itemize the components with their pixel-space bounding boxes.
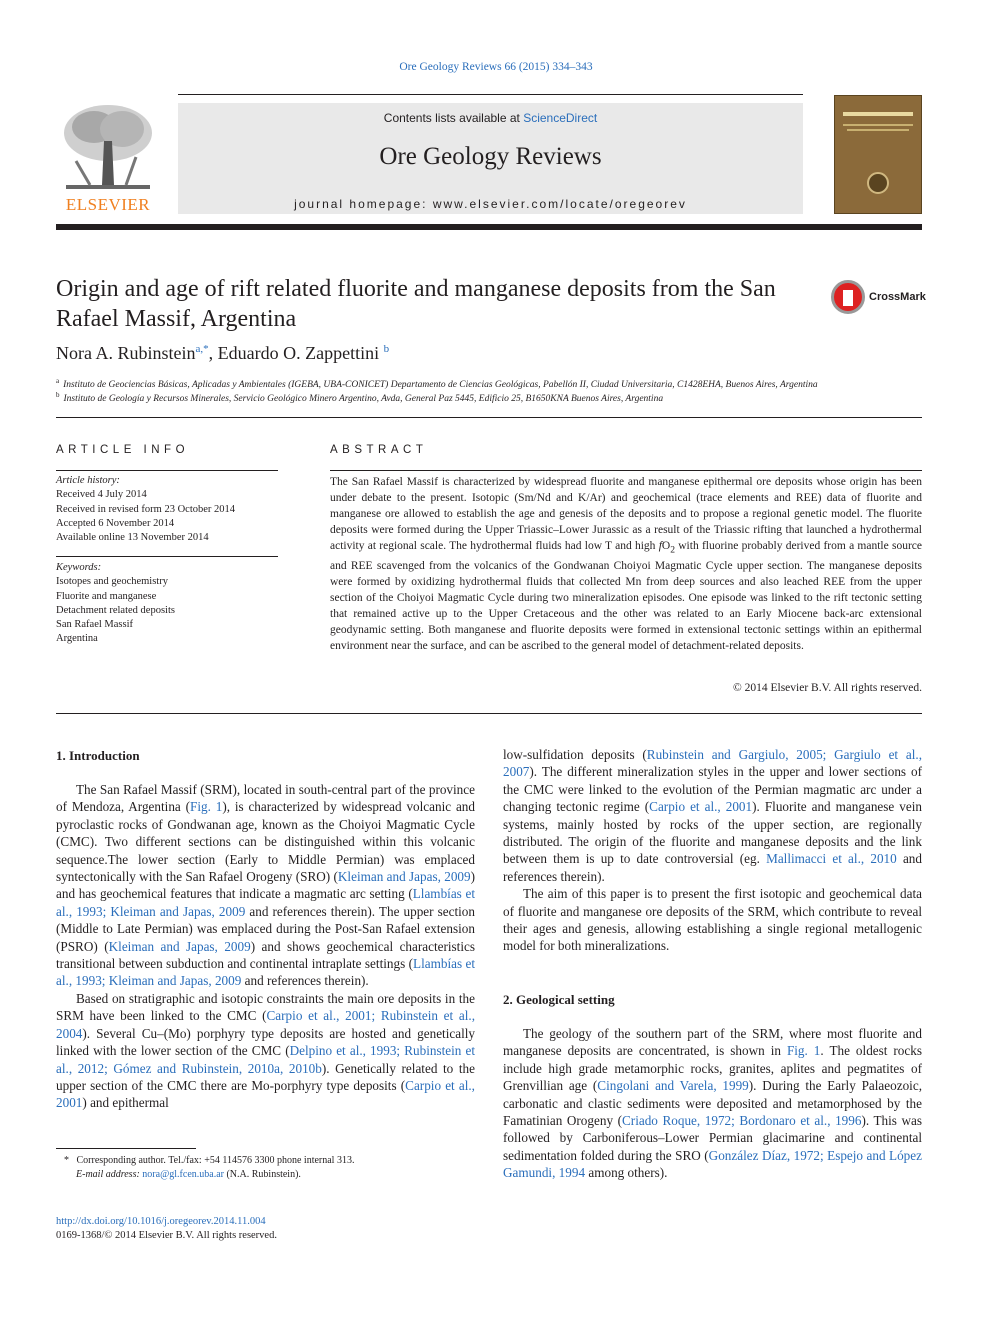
elsevier-wordmark: ELSEVIER xyxy=(65,195,151,214)
abstract-fo2-o: O xyxy=(661,540,671,552)
body-text: and references therein). xyxy=(241,973,369,989)
citation-link[interactable]: Carpio et al., 2001; Rubinstein et al., 2004 xyxy=(56,1008,475,1041)
right-column-bottom xyxy=(503,1025,922,1182)
body-text: . The oldest rocks include high grade metamorphic rocks, granites, aplites and pegmatites of Grenvillian age ( xyxy=(503,1043,922,1094)
cover-subtitle-bar xyxy=(843,124,913,126)
header-top-rule xyxy=(178,94,803,95)
author-affiliation-marker[interactable]: a,* xyxy=(195,343,209,355)
corresponding-author-text: Corresponding author. Tel./fax: +54 114576 3300 phone internal 313. xyxy=(76,1155,355,1166)
body-text: and references therein). The upper section (Middle to Late Permian) was emplaced during the Post-San Rafael extension (PSRO) ( xyxy=(56,903,475,954)
cover-emblem-icon xyxy=(867,172,889,194)
crossmark-icon xyxy=(831,280,865,314)
citation-link[interactable]: Carpio et al., 2001 xyxy=(56,1077,475,1111)
citation-link[interactable]: Fig. 1 xyxy=(786,1043,821,1059)
citation-link[interactable]: Fig. 1 xyxy=(190,799,223,815)
section-divider xyxy=(56,713,922,714)
article-title: Origin and age of rift related fluorite and manganese deposits from the San Rafael Massif, Argentina xyxy=(56,276,776,332)
affiliation-a xyxy=(56,377,818,390)
email-link[interactable]: nora@gl.fcen.uba.ar xyxy=(142,1169,224,1180)
affiliation-b xyxy=(56,391,663,404)
email-owner: (N.A. Rubinstein). xyxy=(226,1169,301,1180)
journal-name: Ore Geology Reviews xyxy=(379,143,602,170)
body-text: ). This was followed by Carboniferous–Lower Permian glacimarine and continental sedimentation folded during the SRO ( xyxy=(503,1113,923,1163)
paragraph xyxy=(503,746,922,885)
body-text: ) and has geochemical features that indicate a magmatic arc setting ( xyxy=(56,869,476,902)
journal-banner xyxy=(178,103,803,214)
history-item: Received 4 July 2014 xyxy=(56,489,147,501)
cover-subtitle-bar xyxy=(847,129,909,131)
body-text: ), is characterized by widespread volcanic and pyroclastic rocks of Gondwanan age, known as the Choiyoi Magmatic Cycle (CMC). Two different sections can be distinguished within this volcanic sequence.The lower section (Early to Middle Permian) was emplaced syntectonically with the San Rafael Orogeny (SRO) ( xyxy=(56,799,475,885)
citation-link[interactable]: Kleiman and Japas, 2009 xyxy=(108,938,251,954)
article-identifiers xyxy=(56,1215,277,1243)
paragraph xyxy=(503,1025,922,1182)
keyword-item: Argentina xyxy=(56,633,98,645)
author-affiliation-marker[interactable]: b xyxy=(383,343,390,355)
citation-link[interactable]: Cingolani and Varela, 1999 xyxy=(597,1078,749,1094)
abstract-fo2-subscript: 2 xyxy=(670,544,675,556)
author-name: Nora A. Rubinstein xyxy=(56,343,196,363)
author-name: Eduardo O. Zappettini xyxy=(217,343,380,363)
keywords-rule xyxy=(56,556,278,557)
elsevier-tree-icon xyxy=(56,101,160,193)
citation-link[interactable]: Rubinstein and Gargiulo, 2005; Gargiulo et al., 2007 xyxy=(503,747,922,780)
right-column-top xyxy=(503,746,922,955)
crossmark-badge[interactable] xyxy=(831,280,931,316)
history-item: Accepted 6 November 2014 xyxy=(56,517,175,529)
citation-link[interactable]: Delpino et al., 1993; Rubinstein et al., 2012; Gómez and Rubinstein, 2010a, 2010b xyxy=(56,1043,475,1076)
keywords-block xyxy=(56,561,278,647)
journal-cover-thumbnail[interactable] xyxy=(834,95,922,214)
body-text: ). Fluorite and manganese vein systems, mainly hosted by rocks of the upper section, are regionally distributed. The origin of the fluorite and manganese deposits and the link between them is up to date controversial (eg. xyxy=(503,799,922,867)
article-history-label: Article history: xyxy=(56,475,120,486)
sciencedirect-link[interactable]: ScienceDirect xyxy=(523,111,598,125)
journal-homepage[interactable]: journal homepage: www.elsevier.com/locate/oregeorev xyxy=(294,197,687,211)
affiliation-marker: b xyxy=(56,391,60,399)
body-text: The San Rafael Massif (SRM), located in south-central part of the province of Mendoza, Argentina ( xyxy=(56,782,475,815)
corresponding-author-footnote xyxy=(56,1154,476,1182)
keywords-label: Keywords: xyxy=(56,562,102,573)
body-text: ). Several Cu–(Mo) porphyry type deposits are hosted and genetically linked with the lower section of the CMC ( xyxy=(56,1025,475,1059)
footnote-rule xyxy=(56,1148,196,1149)
abstract-text-part: The San Rafael Massif is characterized by widespread fluorite and manganese epithermal ore deposits whose origin has been under debate to the present. Isotopic (Sm/Nd and K/Ar) and geochemical (trace elements and REE) data of fluorite and manganese ore allowed to establish the age and genesis of the deposits and to propose a regional genetic model. The fluorite deposits were formed during the Upper Triassic–Lower Jurassic as a result of the Triassic rifting that launched a hydrothermal activity at regional scale. The hydrothermal fluids had low T and high xyxy=(330,476,922,552)
doi-link[interactable]: http://dx.doi.org/10.1016/j.oregeorev.2014.11.004 xyxy=(56,1216,266,1227)
history-item: Available online 13 November 2014 xyxy=(56,532,209,544)
abstract-heading: ABSTRACT xyxy=(330,444,428,456)
section-divider xyxy=(56,417,922,418)
abstract-text xyxy=(330,474,922,654)
introduction-heading: 1. Introduction xyxy=(56,748,140,763)
citation-link[interactable]: Criado Roque, 1972; Bordonaro et al., 1996 xyxy=(622,1113,862,1129)
abstract-fo2-f: f xyxy=(658,540,662,552)
contents-line xyxy=(178,111,803,125)
email-label: E-mail address: xyxy=(76,1169,140,1180)
author-separator: , xyxy=(208,343,218,363)
body-text: among others). xyxy=(585,1165,668,1181)
crossmark-label: CrossMark xyxy=(869,291,926,303)
article-info-heading: ARTICLE INFO xyxy=(56,444,190,456)
article-info-rule xyxy=(56,470,278,471)
elsevier-logo[interactable] xyxy=(56,101,160,215)
abstract-rule xyxy=(330,470,922,471)
author-list xyxy=(56,343,389,364)
journal-citation[interactable]: Ore Geology Reviews 66 (2015) 334–343 xyxy=(399,61,593,73)
body-text: ). The different mineralization styles in the upper and lower sections of the CMC were linked to the evolution of the Permian magmatic arc under a changing tectonic regime ( xyxy=(503,764,922,815)
citation-link[interactable]: Kleiman and Japas, 2009 xyxy=(337,869,471,885)
body-text: ) and shows geochemical characteristics transitional between subduction and continental intraplate settings ( xyxy=(56,938,475,972)
keyword-item: Detachment related deposits xyxy=(56,604,175,616)
paragraph xyxy=(56,781,475,990)
keyword-item: San Rafael Massif xyxy=(56,619,133,631)
footnote-star: * xyxy=(64,1155,69,1166)
keyword-item: Fluorite and manganese xyxy=(56,590,157,602)
citation-link[interactable]: González Díaz, 1972; Espejo and López Gamundi, 1994 xyxy=(503,1147,922,1181)
paragraph xyxy=(56,990,475,1112)
header-thick-rule xyxy=(56,224,922,230)
abstract-text-part: with fluorine probably derived from a mantle source and REE scavenged from the volcanics of the Gondwanan Choiyoi Magmatic Cycle upper section. The manganese deposits were formed by oxidizing hydrothermal fluids that collected Mn from deep sources and also leached REE from the upper section of the Choiyoi Magmatic Cycle during two mineralization episodes. One episode was linked to the rift tectonic setting that remained active up to the Upper Cretaceous and the other was related to an Early Miocene back-arc extensional geodynamic setting. Both manganese and fluorite deposits were formed in extensional tectonic settings within an epithermal environment near the surface, and can be ascribed to the general model of detachment-related deposits. xyxy=(330,540,922,653)
history-item: Received in revised form 23 October 2014 xyxy=(56,503,236,515)
body-text: and references therein). xyxy=(503,851,922,884)
body-text: low-sulfidation deposits ( xyxy=(503,747,647,762)
citation-link[interactable]: Llambías et al., 1993; Kleiman and Japas, 2009 xyxy=(56,886,475,919)
body-text: ). During the Early Palaeozoic, carbonatic and clastic sediments were deposited and metamorphosed by the Famatinian Orogeny ( xyxy=(503,1078,922,1129)
paragraph xyxy=(503,885,922,955)
citation-link[interactable]: Carpio et al., 2001 xyxy=(649,799,753,815)
affiliation-text: Instituto de Geología y Recursos Minerales, Servicio Geológico Minero Argentino, Avda, General Paz 5445, Edificio 25, B1650KNA Buenos Aires, Argentina xyxy=(63,394,664,405)
contents-prefix: Contents lists available at xyxy=(383,111,524,125)
affiliation-marker: a xyxy=(56,377,60,385)
abstract-copyright: © 2014 Elsevier B.V. All rights reserved. xyxy=(733,682,922,694)
cover-title-bar xyxy=(843,112,913,116)
geological-setting-heading: 2. Geological setting xyxy=(503,992,615,1007)
left-column xyxy=(56,781,475,1112)
article-history xyxy=(56,474,278,545)
body-text: ). Genetically related to the upper section of the CMC there are Mo-porphyry type deposits ( xyxy=(56,1060,475,1093)
citation-link[interactable]: Mallimacci et al., 2010 xyxy=(766,851,897,867)
keyword-item: Isotopes and geochemistry xyxy=(56,576,168,588)
body-text: ) and epithermal xyxy=(82,1095,169,1111)
issn-copyright: 0169-1368/© 2014 Elsevier B.V. All rights reserved. xyxy=(56,1230,277,1241)
body-text: The geology of the southern part of the SRM, where most fluorite and manganese deposits are concentrated, is shown in xyxy=(503,1026,922,1059)
body-text: The aim of this paper is to present the first isotopic and geochemical data of fluorite and manganese ore deposits of the SRM, which contribute to reveal their ages and genesis, allowing establishing a single regional metallogenic model for both mineralizations. xyxy=(503,886,922,954)
affiliation-text: Instituto de Geociencias Básicas, Aplicadas y Ambientales (IGEBA, UBA-CONICET) Departamento de Ciencias Geológicas, Pabellón II, Ciudad Universitaria, C1428EHA, Buenos Aires, Argentina xyxy=(63,380,818,391)
citation-link[interactable]: Llambías et al., 1993; Kleiman and Japas, 2009 xyxy=(56,956,475,989)
body-text: Based on stratigraphic and isotopic constraints the main ore deposits in the SRM have been linked to the CMC ( xyxy=(56,990,475,1024)
